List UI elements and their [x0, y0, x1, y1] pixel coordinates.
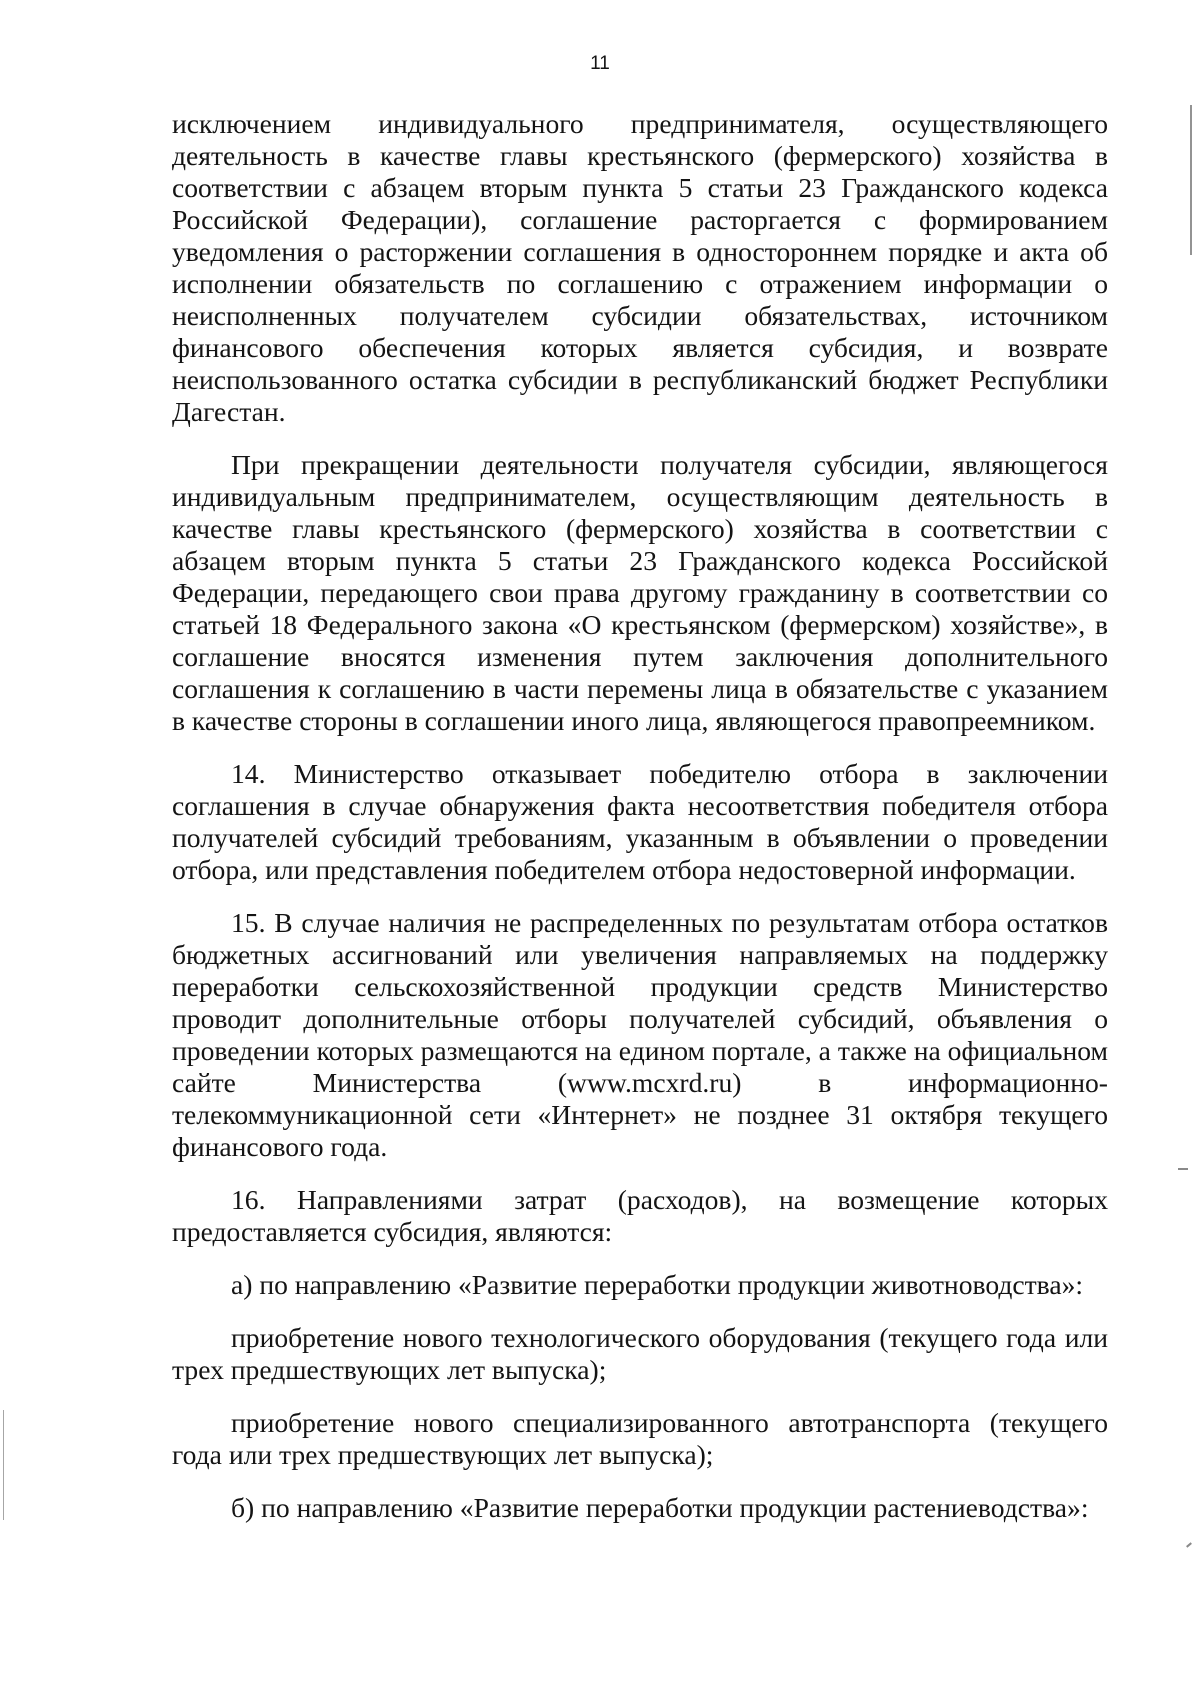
- paragraph-16a: а) по направлению «Развитие переработки продукции животноводства»:: [231, 1269, 1084, 1300]
- page-number: 11: [590, 53, 610, 74]
- scan-edge-mark-left: [3, 1410, 4, 1520]
- document-body: [172, 108, 1108, 1545]
- paragraph-15: 15. В случае наличия не распределенных по результатам отбора остатков бюджетных ассигнований или увеличения направляемых на поддержку переработки сельскохозяйственной продукции средств Министерство проводит дополнительные отборы получателей субсидий, объявления о проведении которых размещаются на едином портале, а также на официальном сайте Министерства (www.mcxrd.ru) в информационно-телекоммуникационной сети «Интернет» не позднее 31 октября текущего финансового года.: [172, 907, 1108, 1162]
- scan-edge-mark-middle: [1178, 1168, 1188, 1170]
- scan-edge-mark-bottom: [1186, 1542, 1192, 1547]
- paragraph-16b: б) по направлению «Развитие переработки продукции растениеводства»:: [231, 1492, 1089, 1523]
- paragraph-1: исключением индивидуального предпринимателя, осуществляющего деятельность в качестве главы крестьянского (фермерского) хозяйства в соответствии с абзацем вторым пункта 5 статьи 23 Гражданского кодекса Российской Федерации), соглашение расторгается с формированием уведомления о расторжении соглашения в одностороннем порядке и акта об исполнении обязательств по соглашению с отражением информации о неисполненных получателем субсидии обязательствах, источником финансового обеспечения которых является субсидия, и возврате неиспользованного остатка субсидии в республиканский бюджет Республики Дагестан.: [172, 108, 1108, 427]
- paragraph-14: 14. Министерство отказывает победителю отбора в заключении соглашения в случае обнаружения факта несоответствия победителя отбора получателей субсидий требованиям, указанным в объявлении о проведении отбора, или представления победителем отбора недостоверной информации.: [172, 758, 1108, 885]
- paragraph-16a-item-1: приобретение нового технологического оборудования (текущего года или трех предшествующих лет выпуска);: [172, 1322, 1108, 1385]
- paragraph-16a-item-2: приобретение нового специализированного автотранспорта (текущего года или трех предшествующих лет выпуска);: [172, 1407, 1108, 1470]
- paragraph-2: При прекращении деятельности получателя субсидии, являющегося индивидуальным предпринимателем, осуществляющим деятельность в качестве главы крестьянского (фермерского) хозяйства в соответствии с абзацем вторым пункта 5 статьи 23 Гражданского кодекса Российской Федерации, передающего свои права другому гражданину в соответствии со статьей 18 Федерального закона «О крестьянском (фермерском) хозяйстве», в соглашение вносятся изменения путем заключения дополнительного соглашения к соглашению в части перемены лица в обязательстве с указанием в качестве стороны в соглашении иного лица, являющегося правопреемником.: [172, 449, 1108, 736]
- scan-edge-mark-top: [1190, 105, 1192, 255]
- paragraph-16: 16. Направлениями затрат (расходов), на возмещение которых предоставляется субсидия, являются:: [172, 1184, 1108, 1247]
